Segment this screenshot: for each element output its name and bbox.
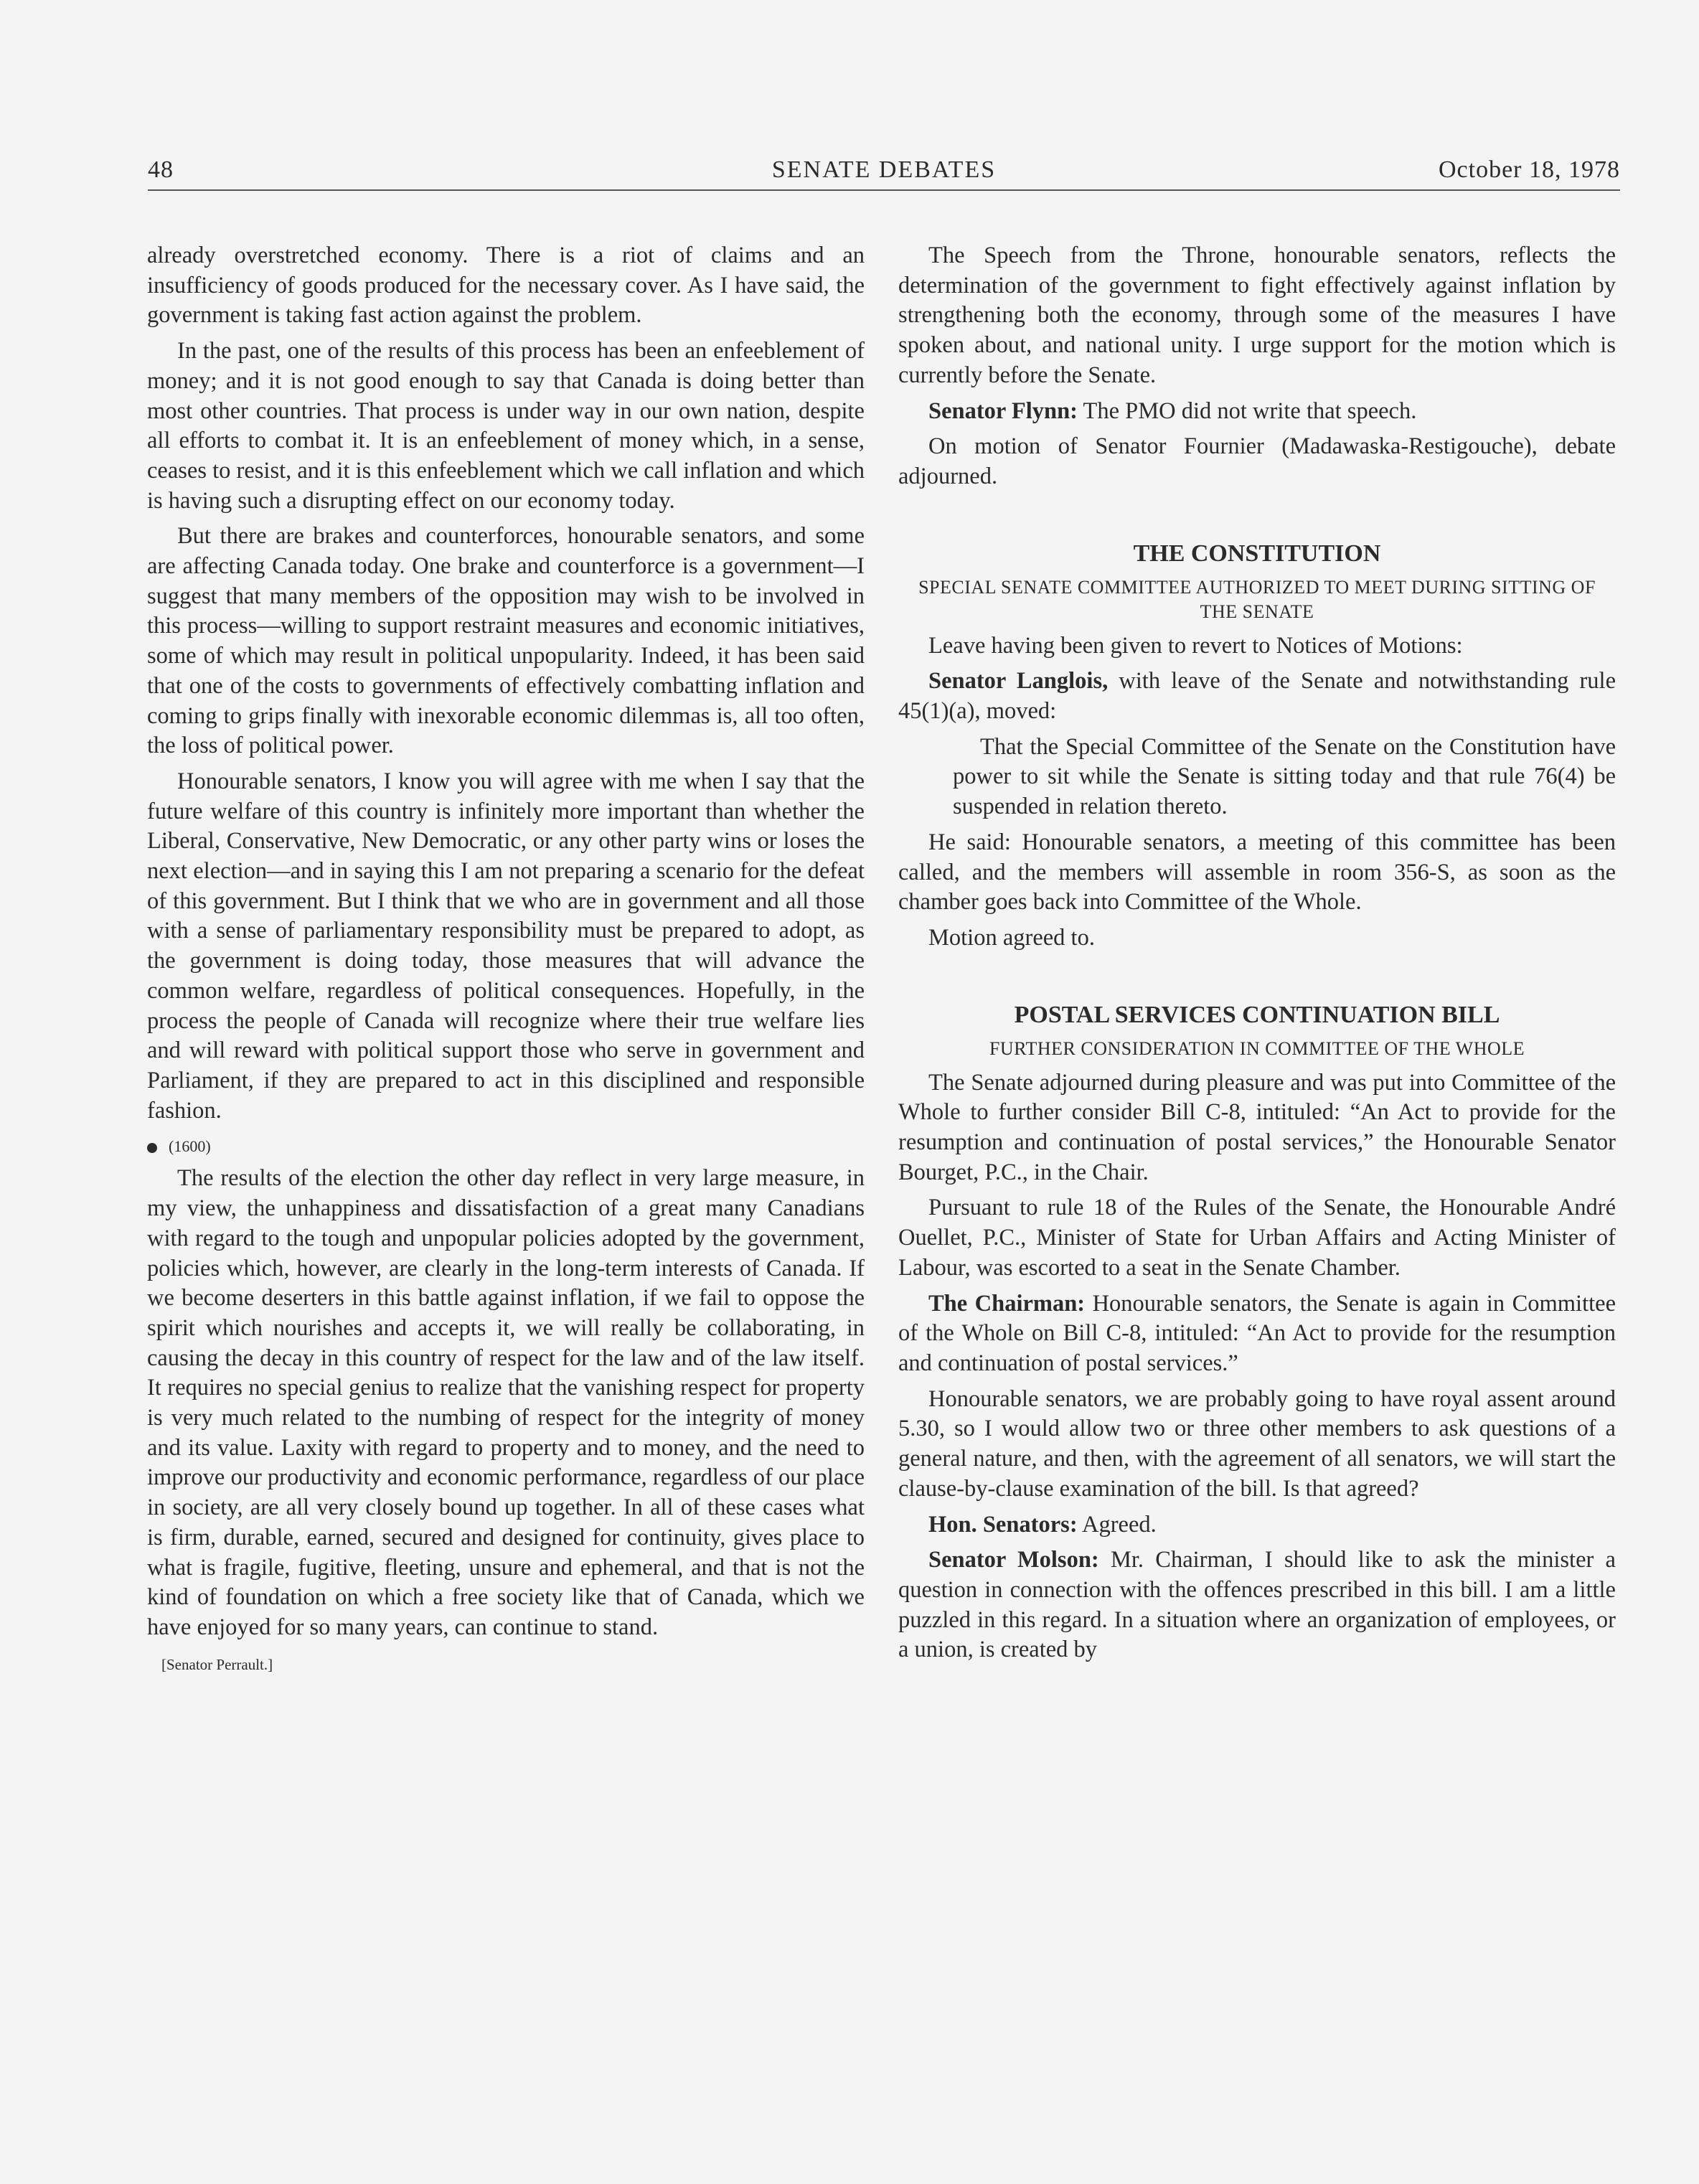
time-marker-label: (1600) [169, 1137, 211, 1156]
speaker-name: The Chairman: [928, 1290, 1086, 1317]
paragraph: already overstretched economy. There is a riot of claims and an insufficiency of goods produced for the necessary cover. As I have said, the government is taking fast action against the problem. [147, 243, 865, 329]
motion-quote: That the Special Committee of the Senate on the Constitution have power to sit while the Senate is sitting today and that rule 76(4) be suspended in relation thereto. [953, 733, 1616, 820]
bullet-icon [147, 1143, 157, 1153]
speech-paragraph [898, 397, 1616, 427]
speech-text: with leave of the Senate and notwithstanding rule 45(1)(a), moved: [898, 668, 1616, 725]
paragraph: But there are brakes and counterforces, honourable senators, and some are affecting Canada today. One brake and counterforce is a government—I suggest that many members of the opposition may wish to be involved in this process—willing to support restraint measures and economic initiatives, some of which may result in political unpopularity. Indeed, it has been said that one of the costs to governments of effectively combatting inflation and coming to grips finally with inexorable economic dilemmas is, all too often, the loss of political power. [147, 523, 865, 759]
section-subtitle: SPECIAL SENATE COMMITTEE AUTHORIZED TO MEET DURING SITTING OF THE SENATE [918, 576, 1596, 622]
speech-text: Honourable senators, the Senate is again in Committee of the Whole on Bill C-8, intituled: “An Act to provide for the resumption and continuation of postal services.” [898, 1290, 1616, 1376]
speech-text: Mr. Chairman, I should like to ask the minister a question in connection with the offences prescribed in this bill. I am a little puzzled in this regard. In a situation where an organization of employees, or a union, is created by [898, 1547, 1616, 1663]
time-marker [147, 1131, 865, 1161]
speech-paragraph [898, 1545, 1616, 1665]
section-title: THE CONSTITUTION [1133, 540, 1381, 567]
page-number: 48 [148, 156, 174, 183]
paragraph: In the past, one of the results of this process has been an enfeeblement of money; and it is not good enough to say that Canada is doing better than most other countries. That process is under way in our own nation, despite all efforts to combat it. It is an enfeeblement of money which, in a sense, ceases to resist, and it is this enfeeblement which we call inflation and which is having such a disrupting effect on our economy today. [147, 338, 865, 514]
page-header [148, 156, 1620, 191]
paragraph: Honourable senators, we are probably going to have royal assent around 5.30, so I would allow two or three other members to ask questions of a general nature, and then, with the agreement of all senators, we will start the clause-by-clause examination of the bill. Is that agreed? [898, 1385, 1616, 1502]
right-column [898, 241, 1616, 1671]
paragraph: Leave having been given to revert to Notices of Motions: [928, 632, 1463, 659]
paragraph: The Senate adjourned during pleasure and was put into Committee of the Whole to further consider Bill C-8, intituled: “An Act to provide for the resumption and continuation of postal services,” the Honourable Senator Bourget, P.C., in the Chair. [898, 1069, 1616, 1185]
paragraph: He said: Honourable senators, a meeting of this committee has been called, and the members will assemble in room 356-S, as soon as the chamber goes back into Committee of the Whole. [898, 829, 1616, 916]
speech-text: The PMO did not write that speech. [1077, 397, 1417, 424]
speaker-name: Senator Langlois, [928, 668, 1109, 695]
section-subtitle: FURTHER CONSIDERATION IN COMMITTEE OF THE WHOLE [989, 1037, 1525, 1059]
publication-title: SENATE DEBATES [771, 156, 997, 183]
paragraph: Motion agreed to. [928, 924, 1095, 951]
speech-paragraph [898, 1510, 1616, 1540]
speaker-name: Hon. Senators: [928, 1511, 1078, 1538]
speaker-footnote: [Senator Perrault.] [161, 1655, 273, 1673]
page-date: October 18, 1978 [1438, 156, 1620, 183]
paragraph: The results of the election the other day reflect in very large measure, in my view, the unhappiness and dissatisfaction of a great many Canadians with regard to the tough and unpopular policies adopted by the government, policies which, however, are clearly in the long-term interests of Canada. If we become deserters in this battle against inflation, if we fail to oppose the spirit which nourishes and accepts it, we will really be collaborating, in causing the decay in this country of respect for the law and of the law itself. It requires no special genius to realize that the vanishing respect for property is very much related to the numbing of respect for the integrity of money and its value. Laxity with regard to property and to money, and the need to improve our productivity and economic performance, regardless of our place in society, are all very closely bound up together. In all of these cases what is firm, durable, earned, secured and designed for continuity, gives place to what is fragile, fugitive, fleeting, unsure and ephemeral, and that is not the kind of foundation on which a free society like that of Canada, which we have enjoyed for so many years, can continue to stand. [147, 1165, 865, 1640]
paragraph: Honourable senators, I know you will agree with me when I say that the future welfare of this country is infinitely more important than whether the Liberal, Conservative, New Democratic, or any other party wins or loses the next election—and in saying this I am not preparing a scenario for the defeat of this government. But I think that we who are in government and all those with a sense of parliamentary responsibility must be prepared to adopt, as the government is doing today, those measures that will advance the common welfare, regardless of political consequences. Hopefully, in the process the people of Canada will recognize where their true welfare lies and will reward with political support those who serve in government and Parliament, if they are prepared to act in this disciplined and responsible fashion. [147, 768, 865, 1124]
speaker-name: Senator Molson: [928, 1547, 1099, 1573]
left-column [147, 241, 865, 1679]
paragraph: On motion of Senator Fournier (Madawaska-Restigouche), debate adjourned. [898, 433, 1616, 489]
speaker-name: Senator Flynn: [928, 397, 1078, 424]
paragraph: The Speech from the Throne, honourable senators, reflects the determination of the government to fight effectively against inflation by strengthening both the economy, through some of the measures I have spoken about, and national unity. I urge support for the motion which is currently before the Senate. [898, 243, 1616, 388]
section-title: POSTAL SERVICES CONTINUATION BILL [1014, 1001, 1500, 1028]
paragraph: Pursuant to rule 18 of the Rules of the Senate, the Honourable André Ouellet, P.C., Minister of State for Urban Affairs and Acting Minister of Labour, was escorted to a seat in the Senate Chamber. [898, 1195, 1616, 1281]
speech-text: Agreed. [1077, 1511, 1157, 1538]
speech-paragraph [898, 667, 1616, 726]
speech-paragraph [898, 1289, 1616, 1379]
